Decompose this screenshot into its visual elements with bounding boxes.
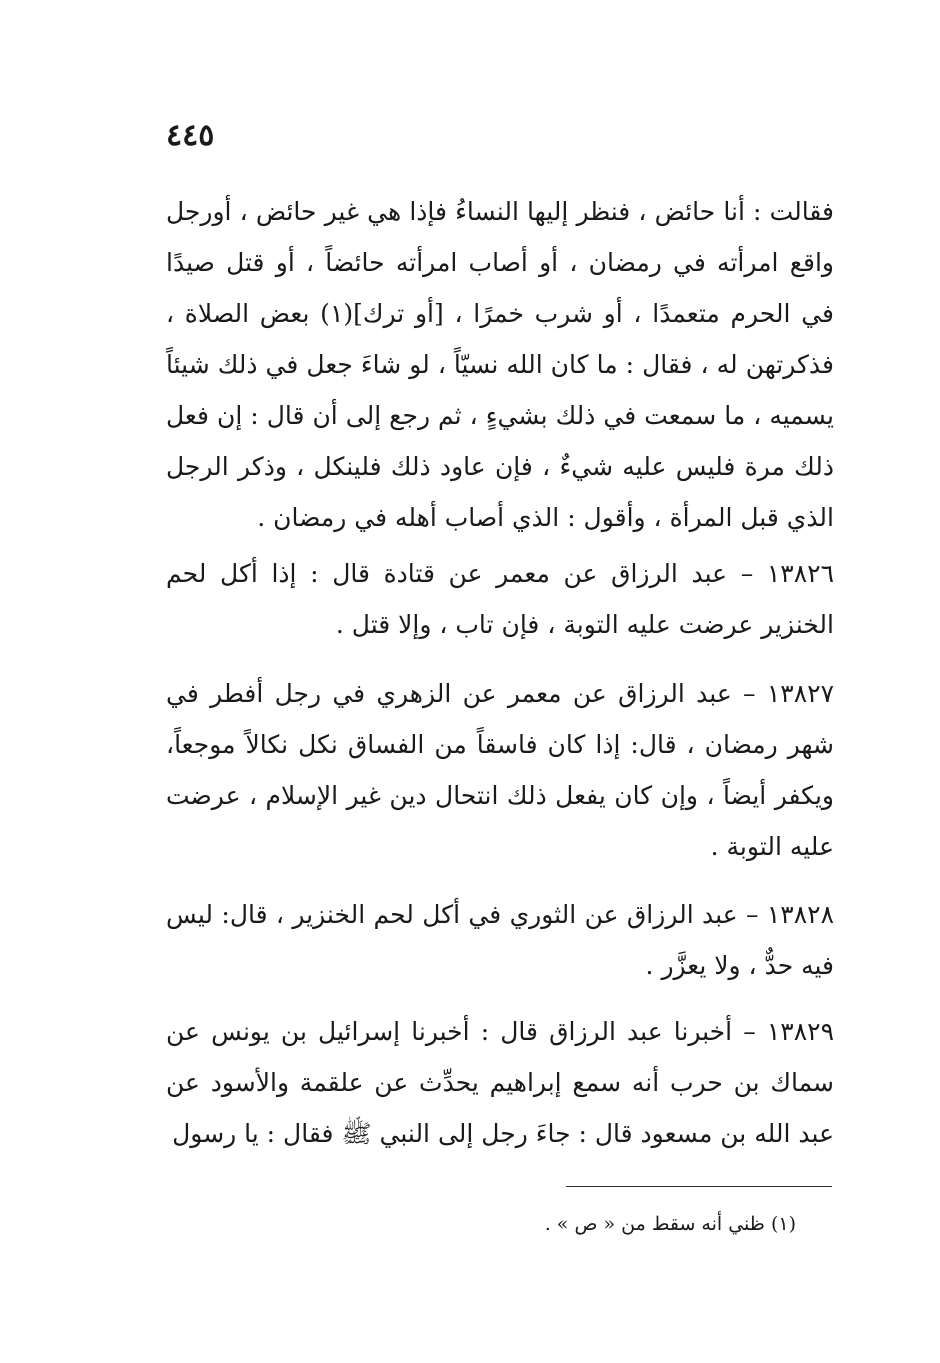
footnote-divider bbox=[566, 1186, 832, 1187]
footnote: (١) ظني أنه سقط من « ص » . bbox=[544, 1213, 796, 1235]
page-number: ٤٤٥ bbox=[166, 118, 215, 153]
hadith-13829: ١٣٨٢٩ – أخبرنا عبد الرزاق قال : أخبرنا إسرائيل بن يونس عن سماك بن حرب أنه سمع إبراهيم يحدِّث عن علقمة والأسود عن عبد الله بن مسعود قال : جاءَ رجل إلى النبي ﷺ فقال : يا رسول bbox=[166, 1017, 834, 1148]
hadith-13828: ١٣٨٢٨ – عبد الرزاق عن الثوري في أكل لحم الخنزير ، قال: ليس فيه حدٌّ ، ولا يعزَّر . bbox=[166, 900, 834, 980]
hadith-13826: ١٣٨٢٦ – عبد الرزاق عن معمر عن قتادة قال : إذا أكل لحم الخنزير عرضت عليه التوبة ، فإن تاب ، وإلا قتل . bbox=[166, 559, 834, 639]
hadith-13827: ١٣٨٢٧ – عبد الرزاق عن معمر عن الزهري في رجل أفطر في شهر رمضان ، قال: إذا كان فاسقاً من الفساق نكل نكالاً موجعاً، ويكفر أيضاً ، وإن كان يفعل ذلك انتحال دين غير الإسلام ، عرضت عليه التوبة . bbox=[166, 679, 834, 861]
text-paragraph: فقالت : أنا حائض ، فنظر إليها النساءُ فإذا هي غير حائض ، أورجل واقع امرأته في رمضان ، أو أصاب امرأته حائضاً ، أو قتل صيدًا في الحرم متعمدًا ، أو شرب خمرًا ، [أو ترك](١) بعض الصلاة ، فذكرتهن له ، فقال : ما كان الله نسيّاً ، لو شاءَ جعل في ذلك شيئاً يسميه ، ما سمعت في ذلك بشيءٍ ، ثم رجع إلى أن قال : إن فعل ذلك مرة فليس عليه شيءٌ ، فإن عاود ذلك فلينكل ، وذكر الرجل الذي قبل المرأة ، وأقول : الذي أصاب أهله في رمضان . bbox=[166, 197, 834, 532]
